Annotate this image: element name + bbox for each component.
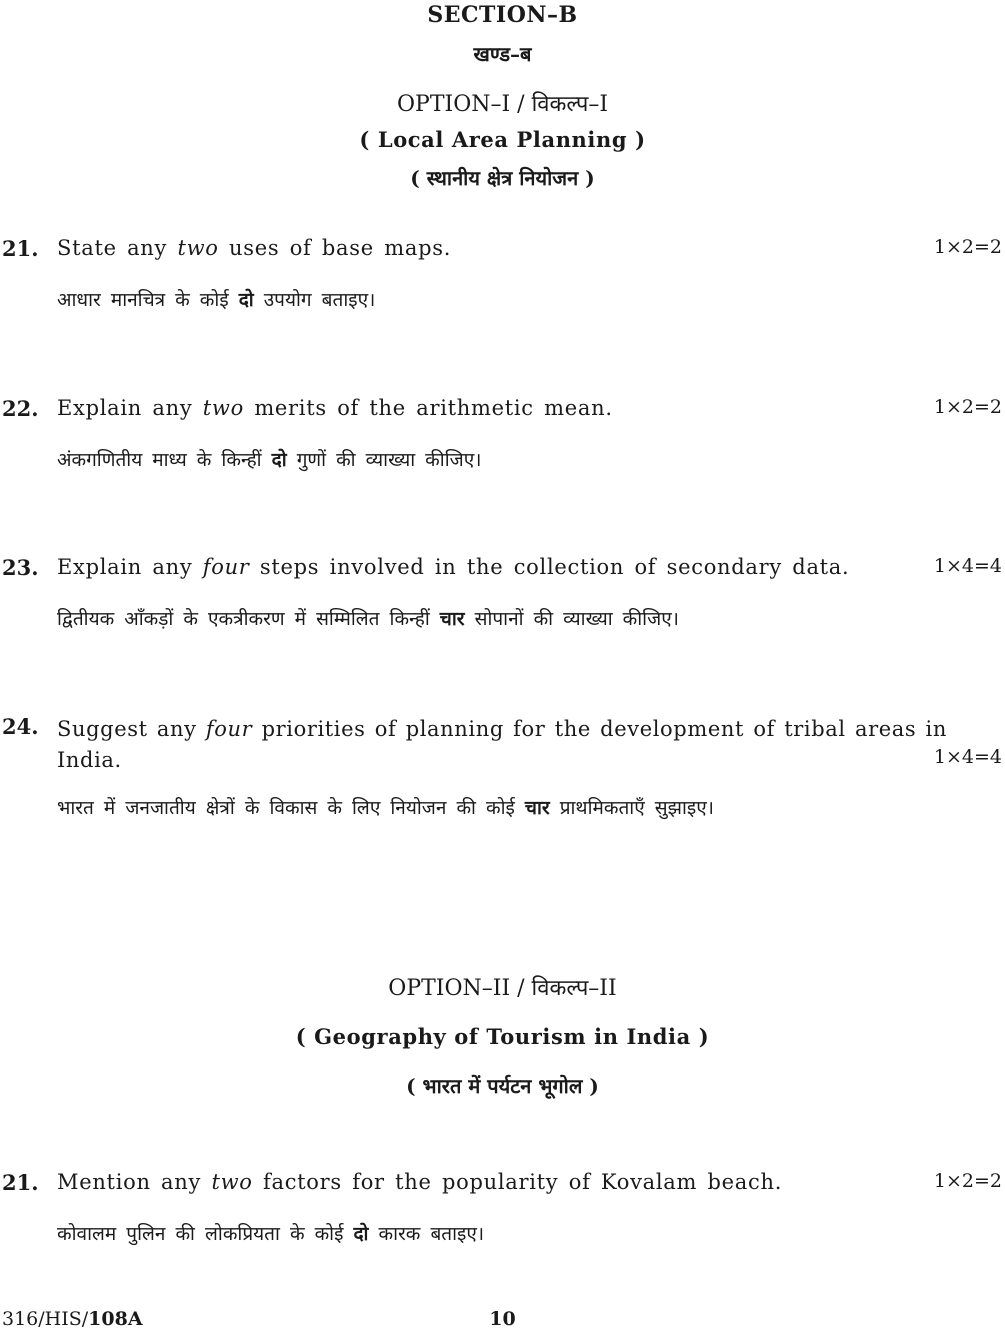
question-marks: 1×2=2: [933, 396, 1002, 418]
option-1-title: OPTION–I / विकल्प–I: [396, 92, 609, 117]
question-number: 21.: [2, 236, 39, 261]
section-title-hindi: खण्ड–ब: [473, 42, 532, 66]
question-marks: 1×4=4: [933, 555, 1002, 577]
question-text: Suggest any four priorities of planning for the development of tribal areas in India.: [57, 717, 947, 772]
question-marks: 1×4=4: [933, 746, 1002, 768]
page-number: 10: [489, 1308, 516, 1330]
option-2-subtitle: ( Geography of Tourism in India ): [295, 1024, 710, 1049]
question-marks: 1×2=2: [933, 236, 1002, 258]
question-text: Explain any two merits of the arithmetic mean.: [57, 396, 613, 420]
question-text-hindi: आधार मानचित्र के कोई दो उपयोग बताइए।: [57, 289, 376, 311]
option-1-subtitle: ( Local Area Planning ): [359, 127, 646, 152]
question-number: 23.: [2, 555, 39, 580]
option-2-subtitle-hindi: ( भारत में पर्यटन भूगोल ): [406, 1074, 599, 1098]
question-text-hindi: द्वितीयक आँकड़ों के एकत्रीकरण में सम्मिलित किन्हीं चार सोपानों की व्याख्या कीजिए।: [57, 608, 679, 630]
question-text: State any two uses of base maps.: [57, 236, 452, 260]
question-number: 24.: [2, 714, 39, 739]
option-1-subtitle-hindi: ( स्थानीय क्षेत्र नियोजन ): [410, 166, 595, 190]
question-text-hindi: अंकगणितीय माध्य के किन्हीं दो गुणों की व्याख्या कीजिए।: [57, 449, 482, 471]
question-marks: 1×2=2: [933, 1170, 1002, 1192]
question-number: 22.: [2, 396, 39, 421]
question-text: Mention any two factors for the popularity of Kovalam beach.: [57, 1170, 783, 1194]
question-number: 21.: [2, 1170, 39, 1195]
option-2-title: OPTION–II / विकल्प–II: [388, 976, 617, 1001]
question-text-hindi: कोवालम पुलिन की लोकप्रियता के कोई दो कारक बताइए।: [57, 1223, 485, 1245]
question-text: Explain any four steps involved in the collection of secondary data.: [57, 555, 850, 579]
question-text-hindi: भारत में जनजातीय क्षेत्रों के विकास के लिए नियोजन की कोई चार प्राथमिकताएँ सुझाइए।: [57, 797, 714, 819]
paper-code: 316/HIS/108A: [2, 1308, 143, 1330]
section-title: SECTION–B: [427, 2, 578, 28]
